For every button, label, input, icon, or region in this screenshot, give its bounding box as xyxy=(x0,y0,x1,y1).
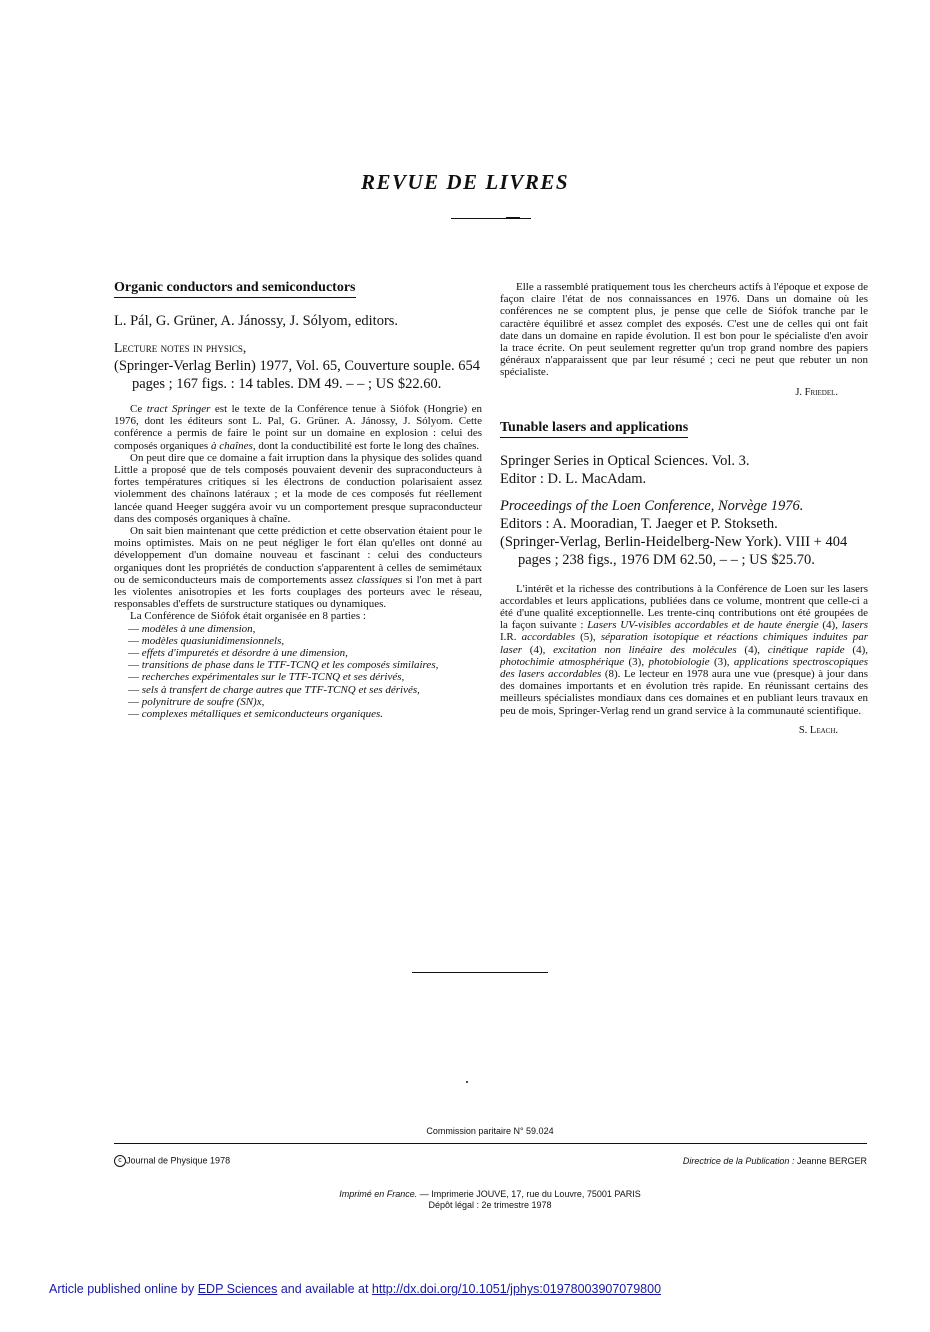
printed-label: Imprimé en France. xyxy=(339,1189,418,1199)
list-item-text: transitions de phase dans le TTF-TCNQ et les composés similaires, xyxy=(141,659,439,672)
footer-rule xyxy=(114,1143,867,1144)
text-emphasis: photobiologie xyxy=(648,655,710,668)
text-run: On sait bien maintenant que cette prédiction et cette observation étaient pour le moins optimistes. Mais on ne peut négliger le fort élan qu'elles ont donné au développement d'un domaine nouveau et fascinant : celui des conducteurs organiques dont les propriétés de conduction s'apparentent à celles de semimétaux ou de semiconducteurs mais de comportements assez xyxy=(114,525,482,586)
commission-paritaire: Commission paritaire N° 59.024 xyxy=(426,1126,554,1136)
availability-prefix: Article published online by xyxy=(49,1282,198,1296)
list-item: — recherches expérimentales sur le TTF-TCNQ et ses dérivés, xyxy=(128,671,405,684)
text-emphasis: accordables xyxy=(521,631,575,644)
review2-proceedings: Proceedings of the Loen Conference, Norvège 1976. xyxy=(500,497,804,514)
list-item: — complexes métalliques et semiconducteurs organiques. xyxy=(128,708,383,721)
directrice-label: Directrice de la Publication : xyxy=(682,1156,795,1166)
printer-line xyxy=(0,1189,930,1200)
list-item: — transitions de phase dans le TTF-TCNQ et les composés similaires, xyxy=(128,659,439,672)
review1-paragraph-4: La Conférence de Siófok était organisée en 8 parties : xyxy=(130,610,366,623)
text-emphasis: photochimie atmosphérique xyxy=(500,655,625,668)
left-column xyxy=(114,278,482,720)
list-item: — sels à transfert de charge autres que TTF-TCNQ et ses dérivés, xyxy=(128,683,420,696)
text-run: Ce xyxy=(130,403,147,415)
section-divider xyxy=(412,972,548,973)
text-run: (4), xyxy=(736,643,768,656)
text-emphasis: classiques xyxy=(356,573,403,586)
review1-paragraph-1 xyxy=(114,403,482,452)
text-emphasis: tract Springer xyxy=(146,403,211,415)
right-column xyxy=(500,281,868,736)
printer-info xyxy=(0,1189,930,1211)
copyright-icon: c xyxy=(114,1155,126,1167)
review1-authors: L. Pál, G. Grüner, A. Jánossy, J. Sólyom, editors. xyxy=(114,313,399,329)
text-run: L'intérêt et la richesse des contributions à la Conférence de Loen sur les lasers accordables et leurs applications, publiées dans ce volume, montrent que celle-ci a été d'une qualité exceptionnelle. Les trente-cinq contributions ont été groupées de la façon suivante : xyxy=(500,582,868,632)
text-run: (3), xyxy=(709,655,734,668)
text-run: (3), xyxy=(624,655,649,668)
text-run: (5), xyxy=(574,631,601,644)
list-item-text: sels à transfert de charge autres que TTF-TCNQ et ses dérivés, xyxy=(141,683,420,696)
conference-parts-list xyxy=(114,623,482,721)
text-emphasis: lasers xyxy=(841,619,869,632)
text-run: (4), xyxy=(844,643,868,656)
stray-dot xyxy=(466,1081,468,1083)
directrice-publication xyxy=(683,1156,867,1166)
page-title: REVUE DE LIVRES xyxy=(360,170,570,194)
printer-address: — Imprimerie JOUVE, 17, rue du Louvre, 75001 PARIS xyxy=(417,1189,641,1199)
text-run: I.R. xyxy=(500,631,522,644)
edp-sciences-link[interactable]: EDP Sciences xyxy=(197,1282,278,1296)
text-emphasis: à chaînes xyxy=(210,439,253,452)
doi-link[interactable]: http://dx.doi.org/10.1051/jphys:01978003907079800 xyxy=(371,1282,662,1296)
list-item-text: modèles à une dimension, xyxy=(141,622,256,635)
text-run: (4), xyxy=(818,619,842,632)
review1-paragraph-5: Elle a rassemblé pratiquement tous les chercheurs actifs à l'époque et expose de façon claire l'état de nos connaissances en 1976. Dans un domaine où les conférences ne se comptent plus, je pense que celle de Siófok tranche par le caractère équilibré et assez complet des exposés. C'est une de celles qui ont fait date dans un domaine en rapide évolution. Il est bon pour le spécialiste d'en avoir la trace écrite. On peut seulement regretter qu'un trop grand nombre des papiers généraux n'apparaissent que par leur résumé ; ceci ne peut que rebuter un non spécialiste. xyxy=(500,281,868,379)
review2-heading: Tunable lasers and applications xyxy=(500,420,688,438)
review1-paragraph-3 xyxy=(114,525,482,610)
review2-paragraph-1 xyxy=(500,583,868,717)
text-emphasis: applications spectroscopiques des lasers accordables xyxy=(500,655,869,681)
text-emphasis: cinétique rapide xyxy=(767,643,845,656)
article-availability xyxy=(49,1282,661,1296)
list-item: — effets d'impuretés et désordre à une dimension, xyxy=(128,647,348,660)
title-divider-mark xyxy=(506,217,520,219)
review2-editor: Editor : D. L. MacAdam. xyxy=(500,470,647,487)
text-run: est le texte de la Conférence tenue à Siófok (Hongrie) en 1976, dont les éditeurs sont L. Pal, G. Grüner. A. Jánossy, J. Sólyom. Cette conférence a permis de faire le point sur un domaine en explosion : celui des composés organiques xyxy=(114,403,482,452)
text-run: (8). Le lecteur en 1978 aura une vue (presque) à jour dans des domaines importants et en évolution très rapide. En réunissant certains des meilleurs spécialistes mondiaux dans ces domaines et en publiant leurs travaux en peu de mois, Springer-Verlag rend un grand service à la communauté scientifique. xyxy=(500,668,868,717)
copyright xyxy=(114,1155,230,1167)
review2-series: Springer Series in Optical Sciences. Vol. 3. xyxy=(500,452,750,469)
review1-signature: J. Friedel. xyxy=(795,386,838,398)
text-run: (4), xyxy=(522,643,554,656)
availability-middle: and available at xyxy=(277,1282,372,1296)
text-run: , dont la conductibilité est forte le long des chaînes. xyxy=(252,439,480,452)
text-emphasis: séparation isotopique et réactions chimiques induites par laser xyxy=(500,631,869,656)
list-item: — modèles quasiunidimensionnels, xyxy=(128,634,285,647)
text-emphasis: excitation non linéaire des molécules xyxy=(553,643,737,656)
list-item-text: effets d'impuretés et désordre à une dimension, xyxy=(141,647,348,660)
list-item-text: polynitrure de soufre (SN)x, xyxy=(141,695,265,708)
review1-publisher: (Springer-Verlag Berlin) 1977, Vol. 65, Couverture souple. 654 pages ; 167 figs. : 14 tables. DM 49. – – ; US $22.60. xyxy=(114,358,481,392)
list-item: — polynitrure de soufre (SN)x, xyxy=(128,695,265,708)
review2-signature: S. Leach. xyxy=(798,724,838,736)
text-emphasis: Lasers UV-visibles accordables et de haute énergie xyxy=(587,619,819,632)
review2-editors: Editors : A. Mooradian, T. Jaeger et P. Stokseth. xyxy=(500,515,778,532)
directrice-name: Jeanne BERGER xyxy=(794,1156,867,1166)
list-item-text: modèles quasiunidimensionnels, xyxy=(141,634,285,647)
list-item-text: complexes métalliques et semiconducteurs organiques. xyxy=(141,708,383,721)
text-run: si l'on met à part les violentes anisotropies et les forts couplages des porteurs avec le réseau, responsables d'effets de surstructure statiques ou dynamiques. xyxy=(114,573,482,611)
list-item: — modèles à une dimension, xyxy=(128,622,256,635)
list-item-text: recherches expérimentales sur le TTF-TCNQ et ses dérivés, xyxy=(141,671,405,684)
copyright-text: Journal de Physique 1978 xyxy=(126,1155,231,1166)
review1-paragraph-2: On peut dire que ce domaine a fait irruption dans la physique des solides quand Little a proposé que de tels composés pouvaient devenir des supraconducteurs à fortes températures critiques si les électrons de conduction polarisaient assez violemment des chaînons latéraux ; et la mode de ces composés fut réellement lancée quand Heeger suggéra avoir vu un comportement presque supraconducteur dans des composés organiques à chaîne. xyxy=(114,451,482,525)
review2-publisher: (Springer-Verlag, Berlin-Heidelberg-New York). VIII + 404 pages ; 238 figs., 1976 DM 62.50, – – ; US $25.70. xyxy=(500,533,848,568)
depot-legal: Dépôt légal : 2e trimestre 1978 xyxy=(428,1200,552,1210)
review1-series: Lecture notes in physics, xyxy=(114,340,247,355)
review1-heading: Organic conductors and semiconductors xyxy=(114,280,356,298)
